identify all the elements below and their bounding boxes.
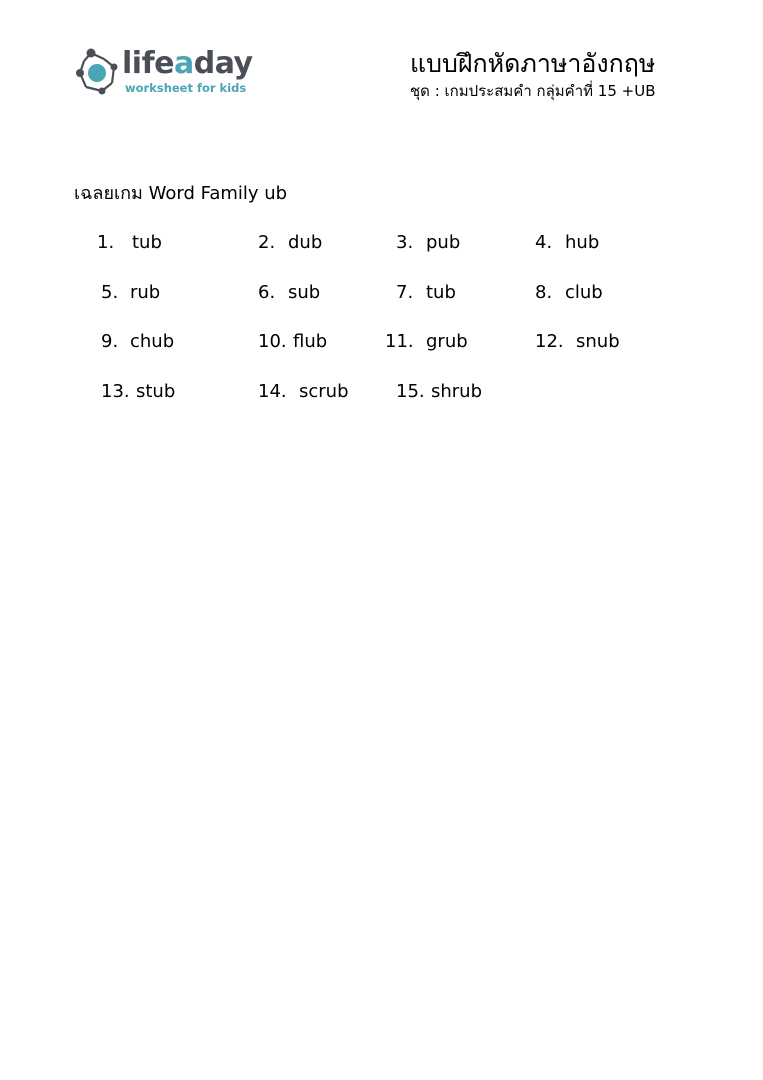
answer-item [258, 231, 322, 255]
answer-word: chub [130, 331, 175, 352]
answer-word: pub [426, 232, 461, 253]
answer-number: 9. [101, 331, 119, 352]
answer-item [258, 281, 320, 305]
logo-word-a: a [173, 46, 194, 81]
answer-word: sub [288, 282, 321, 303]
logo-tagline: worksheet for kids [125, 81, 247, 95]
answer-word: hub [565, 232, 600, 253]
answer-item [258, 380, 349, 404]
answer-number: 1. [97, 232, 115, 253]
answer-number: 5. [101, 282, 119, 303]
answer-item [535, 231, 599, 255]
logo-word-life: life [122, 46, 174, 81]
answer-word: dub [288, 232, 323, 253]
answer-word: flub [293, 331, 328, 352]
answer-number: 7. [396, 282, 414, 303]
worksheet-title: แบบฝึกหัดภาษาอังกฤษ [410, 49, 656, 78]
answer-word: club [565, 282, 603, 303]
answer-number: 13. [101, 381, 130, 402]
answer-item [535, 330, 620, 354]
answer-word: scrub [299, 381, 349, 402]
answer-number: 2. [258, 232, 276, 253]
lifeaday-logo [74, 45, 254, 101]
answer-word: shrub [431, 381, 483, 402]
answer-word: rub [130, 282, 161, 303]
answer-key-heading: เฉลยเกม Word Family ub [74, 183, 288, 204]
answer-number: 15. [396, 381, 425, 402]
worksheet-subtitle: ชุด : เกมประสมคำ กลุ่มคำที่ 15 +UB [410, 82, 656, 100]
answer-number: 4. [535, 232, 553, 253]
answer-number: 11. [385, 331, 414, 352]
answer-word: tub [426, 282, 456, 303]
answer-number: 12. [535, 331, 564, 352]
logo-molecule-icon [74, 45, 122, 97]
answer-item [97, 231, 162, 255]
answer-word: tub [132, 232, 162, 253]
answer-number: 6. [258, 282, 276, 303]
answer-number: 3. [396, 232, 414, 253]
logo-word-day: day [193, 46, 253, 81]
answer-item [101, 380, 175, 404]
answer-word: snub [576, 331, 620, 352]
answer-item [396, 380, 482, 404]
logo-wordmark [122, 47, 253, 81]
answer-number: 10. [258, 331, 287, 352]
answer-number: 8. [535, 282, 553, 303]
answer-word: grub [426, 331, 468, 352]
answer-item [101, 281, 160, 305]
answer-item [535, 281, 603, 305]
answer-number: 14. [258, 381, 287, 402]
answer-item [385, 330, 468, 354]
answer-item [396, 281, 456, 305]
answer-item [101, 330, 174, 354]
answer-item [258, 330, 327, 354]
answer-word: stub [136, 381, 176, 402]
answer-item [396, 231, 460, 255]
